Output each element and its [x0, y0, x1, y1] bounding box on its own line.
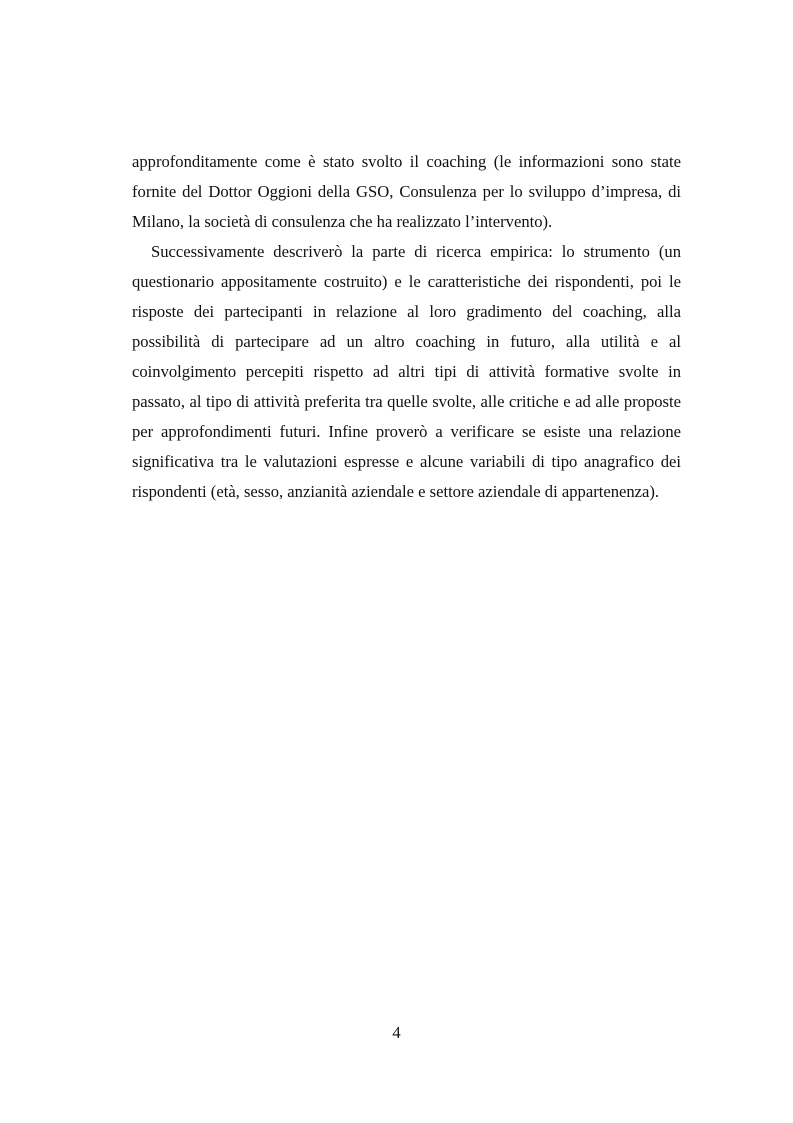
page-number: 4: [392, 1023, 401, 1042]
paragraph-continuation: approfonditamente come è stato svolto il coaching (le informazioni sono state fornite del Dottor Oggioni della GSO, Consulenza per lo sviluppo d’impresa, di Milano, la società di consulenza che ha realizzato l’intervento).: [132, 152, 681, 231]
body-text: [132, 147, 681, 507]
paragraph-research-overview: Successivamente descriverò la parte di ricerca empirica: lo strumento (un questionario appositamente costruito) e le caratteristiche dei rispondenti, poi le risposte dei partecipanti in relazione al loro gradimento del coaching, alla possibilità di partecipare ad un altro coaching in futuro, alla utilità e al coinvolgimento percepiti rispetto ad altri tipi di attività formative svolte in passato, al tipo di attività preferita tra quelle svolte, alle critiche e ad alle proposte per approfondimenti futuri. Infine proverò a verificare se esiste una relazione significativa tra le valutazioni espresse e alcune variabili di tipo anagrafico dei rispondenti (età, sesso, anzianità aziendale e settore aziendale di appartenenza).: [132, 242, 681, 501]
